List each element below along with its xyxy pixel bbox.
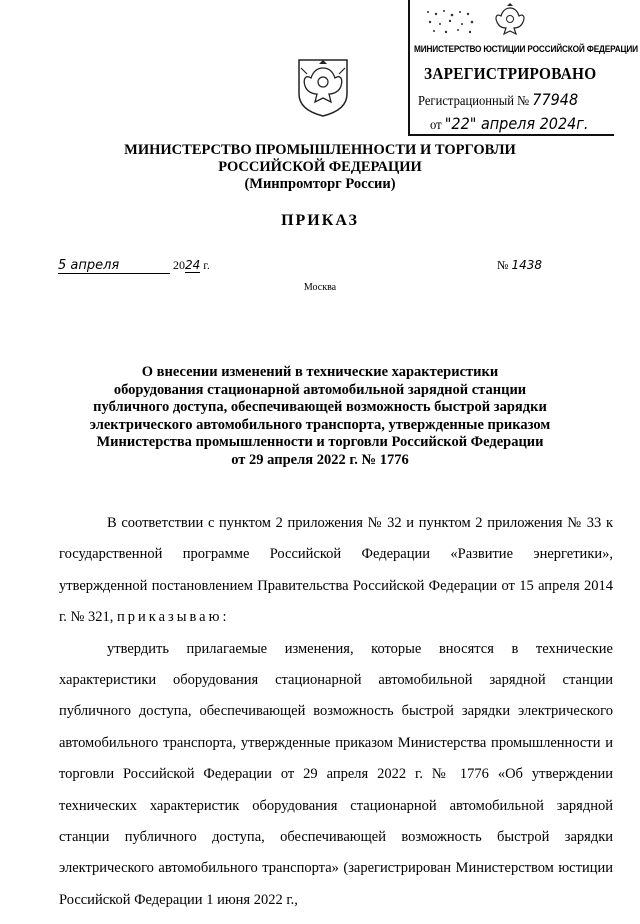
order-title: ПРИКАЗ (281, 212, 359, 229)
order-year-prefix: 20 (173, 258, 185, 272)
registration-stamp (408, 0, 638, 136)
subject-line: от 29 апреля 2022 г. № 1776 (231, 451, 409, 468)
stamp-registration-number-line (418, 90, 578, 110)
ministry-header (0, 142, 640, 193)
order-subject (60, 364, 580, 470)
ministry-name-line1: МИНИСТЕРСТВО ПРОМЫШЛЕННОСТИ И ТОРГОВЛИ (124, 142, 516, 158)
order-year-unit: г. (203, 258, 210, 272)
order-number (497, 258, 573, 273)
stamp-registered-label: ЗАРЕГИСТРИРОВАНО (424, 64, 597, 83)
order-body (59, 508, 613, 916)
ministry-name-line2: РОССИЙСКОЙ ФЕДЕРАЦИИ (218, 159, 422, 175)
stamp-date-prefix: от (430, 118, 442, 133)
order-city: Москва (303, 282, 337, 293)
order-number-value: 1438 (511, 258, 542, 272)
subject-line: электрического автомобильного транспорта, утвержденные приказом (89, 416, 551, 433)
stamp-reg-number: 77948 (532, 90, 579, 109)
body-paragraph-2: утвердить прилагаемые изменения, которые вносятся в технические характеристики оборудования стационарной автомобильной зарядной станции публичного доступа, обеспечивающей возможность быстрой зарядки электрического автомобильного транспорта, утвержденные приказом Министерства промышленности и торговли Российской Федерации от 29 апреля 2022 г. № 1776 «Об утверждении технических характеристик оборудования стационарной автомобильной зарядной станции публичного доступа, обеспечивающей возможность быстрой зарядки электрического автомобильного транспорта» (зарегистрирован Министерством юстиции Российской Федерации 1 июня 2022 г., (59, 640, 613, 908)
order-date (58, 258, 210, 274)
body-paragraph-1-text: В соответствии с пунктом 2 приложения № 32 и пунктом 2 приложения № 33 к государственной программе Российской Федерации «Развитие энергетики», утвержденной постановлением Правительства Российской Федерации от 15 апреля 2014 г. № 321, (59, 515, 613, 626)
subject-line: публичного доступа, обеспечивающей возможность быстрой зарядки (93, 399, 547, 416)
body-order-word: приказываю: (117, 609, 230, 626)
order-year-suffix: 24 (185, 258, 201, 272)
stamp-ministry-name: МИНИСТЕРСТВО ЮСТИЦИИ РОССИЙСКОЙ ФЕДЕРАЦИИ (414, 44, 638, 54)
stamp-reg-label: Регистрационный № (418, 94, 530, 109)
body-paragraph-1 (59, 508, 613, 634)
ministry-short-name: (Минпромторг России) (244, 176, 396, 192)
order-number-label: № (497, 258, 509, 272)
subject-line: О внесении изменений в технические характеристики (141, 364, 499, 380)
subject-line: Министерства промышленности и торговли Российской Федерации (96, 434, 544, 451)
stamp-date-value: "22" апреля 2024г. (444, 114, 589, 133)
order-day-month: 5 апреля (58, 258, 170, 274)
subject-line: оборудования стационарной автомобильной зарядной станции (113, 381, 527, 398)
stamp-pattern-icon (422, 6, 480, 36)
stamp-date-line (430, 114, 588, 134)
stamp-emblem-icon (490, 2, 530, 40)
coat-of-arms-icon (293, 54, 353, 118)
